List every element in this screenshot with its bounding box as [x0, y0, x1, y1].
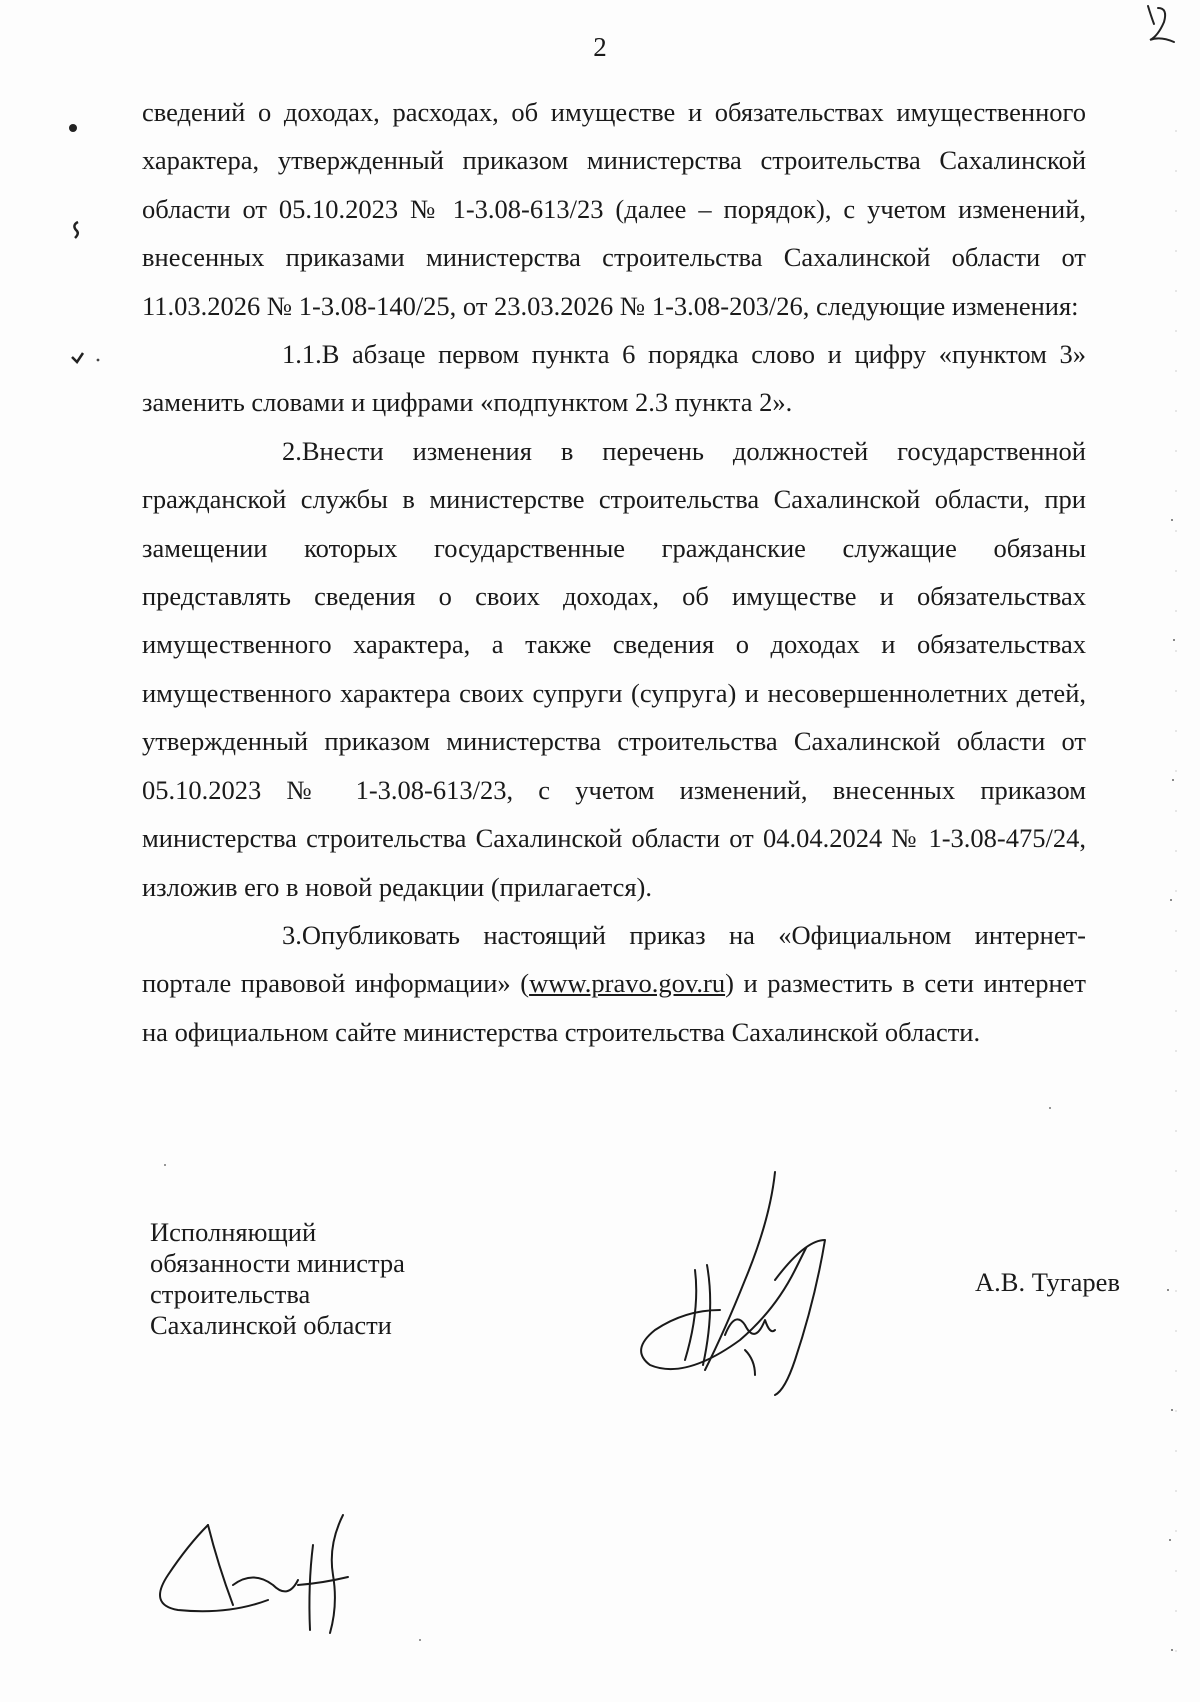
signatory-position [150, 1217, 405, 1341]
item-text-before-link: Опубликовать настоящий приказ на «Официальном интернет-портале правовой информации» ( [142, 919, 1086, 999]
item-text: Внести изменения в перечень должностей государственной гражданской службы в министерстве строительства Сахалинской области, при замещении которых государственные гражданские служащие обязаны представлять сведения о своих доходах, об имуществе и обязательствах имущественного характера, а также сведения о доходах и обязательствах имущественного характера своих супруги (супруга) и несовершеннолетних детей, утвержденный приказом министерства строительства Сахалинской области от 05.10.2023 № 1-3.08-613/23, с учетом изменений, внесенных приказом министерства строительства Сахалинской области от 04.04.2024 № 1-3.08-475/24, изложив его в новой редакции (прилагается). [142, 435, 1086, 902]
handwritten-page-mark [1140, 0, 1190, 56]
item-number: 3. [282, 919, 302, 950]
paragraph-item-1-1 [142, 330, 1086, 427]
position-line: строительства [150, 1279, 311, 1309]
position-line: обязанности министра [150, 1248, 405, 1278]
document-body [142, 88, 1086, 1056]
item-number: 2. [282, 435, 302, 466]
position-line: Исполняющий [150, 1217, 317, 1247]
paragraph-item-3 [142, 911, 1086, 1056]
paragraph-item-2 [142, 427, 1086, 911]
position-line: Сахалинской области [150, 1310, 392, 1340]
pravo-link[interactable]: www.pravo.gov.ru [529, 968, 726, 999]
item-text-after-link: ) и разместить в сети интернет на официальном сайте министерства строительства Сахалинской области. [142, 968, 1086, 1047]
signer-name: А.В. Тугарев [975, 1267, 1120, 1297]
item-number: 1.1. [282, 339, 322, 370]
page-number: 2 [593, 32, 607, 62]
handwritten-initials [148, 1505, 378, 1635]
item-text: В абзаце первом пункта 6 порядка слово и цифру «пунктом 3» заменить словами и цифрами «подпунктом 2.3 пункта 2». [142, 339, 1086, 418]
handwritten-signature [625, 1160, 855, 1400]
paragraph-intro: сведений о доходах, расходах, об имуществе и обязательствах имущественного характера, утвержденный приказом министерства строительства Сахалинской области от 05.10.2023 № 1-3.08-613/23 (далее – порядок), с учетом изменений, внесенных приказами министерства строительства Сахалинской области от 11.03.2026 № 1-3.08-140/25, от 23.03.2026 № 1-3.08-203/26, следующие изменения: [142, 97, 1086, 321]
